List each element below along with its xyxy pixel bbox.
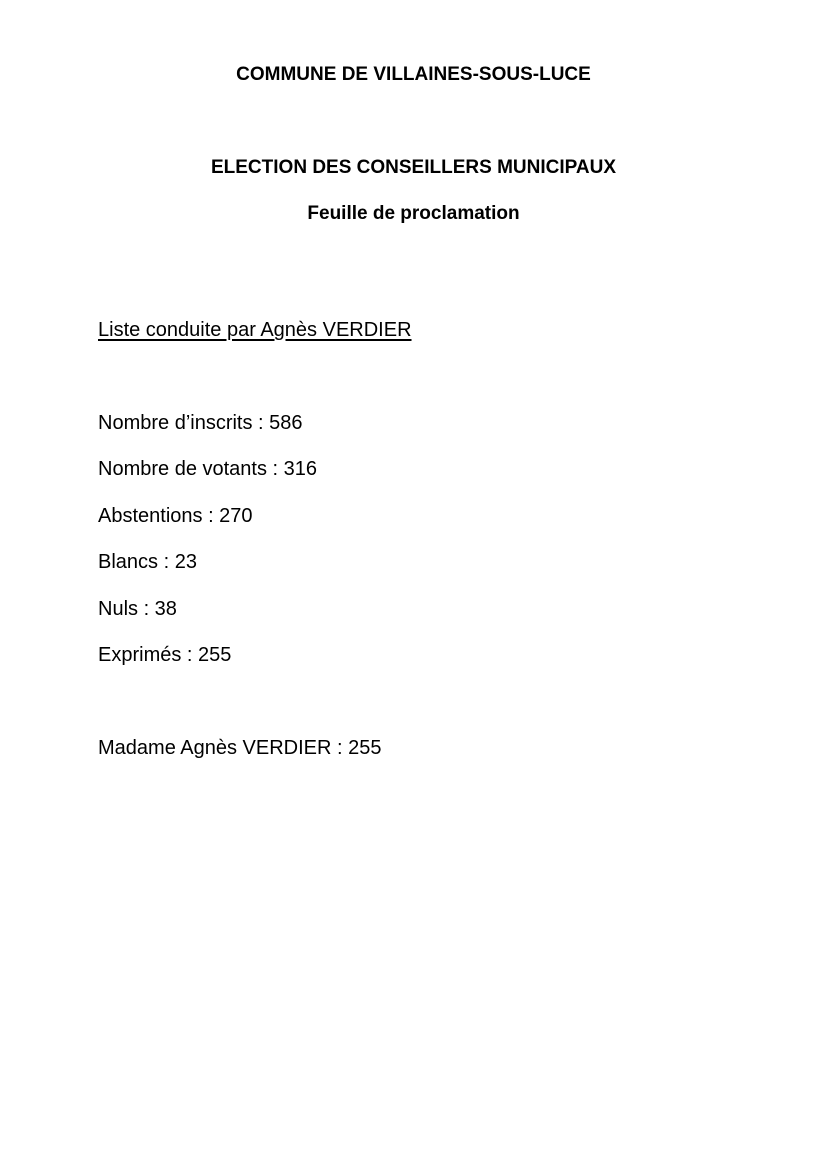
commune-title: COMMUNE DE VILLAINES-SOUS-LUCE bbox=[236, 64, 591, 85]
election-title: ELECTION DES CONSEILLERS MUNICIPAUX bbox=[210, 157, 616, 178]
stat-abstentions: Abstentions : 270 bbox=[98, 505, 253, 527]
list-title: Liste conduite par Agnès VERDIER bbox=[98, 319, 412, 341]
stat-blancs: Blancs : 23 bbox=[98, 551, 197, 573]
stat-votants: Nombre de votants : 316 bbox=[98, 458, 318, 480]
document-subtitle: Feuille de proclamation bbox=[307, 203, 520, 224]
stat-inscrits: Nombre d’inscrits : 586 bbox=[98, 412, 303, 434]
candidate-result: Madame Agnès VERDIER : 255 bbox=[98, 737, 382, 759]
stat-exprimes: Exprimés : 255 bbox=[98, 644, 232, 666]
stat-nuls: Nuls : 38 bbox=[98, 598, 177, 620]
